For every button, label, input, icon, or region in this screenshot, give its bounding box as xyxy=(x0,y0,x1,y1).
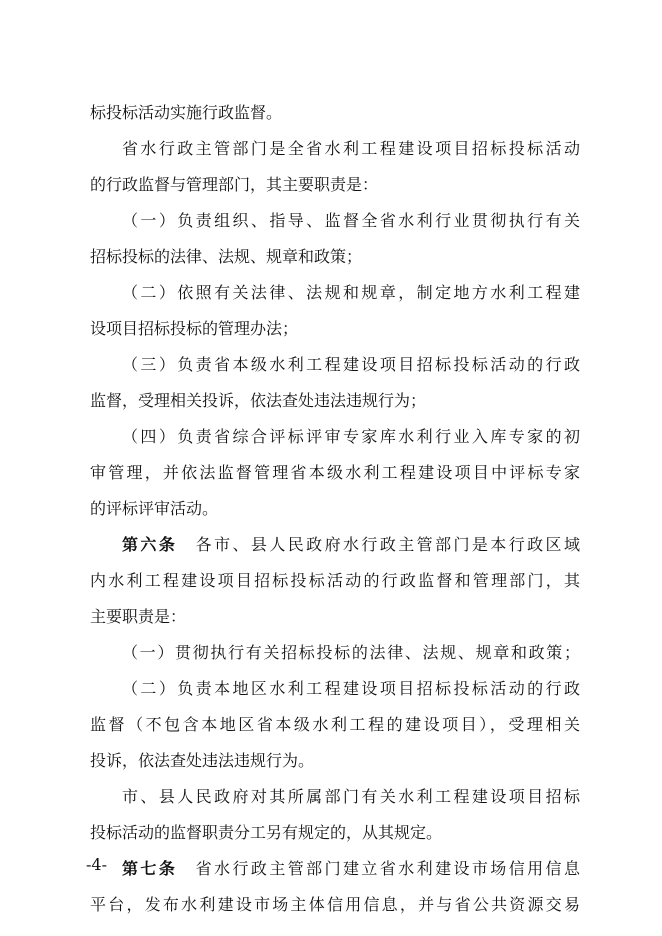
text-line xyxy=(90,527,580,563)
line-text: （一）负责组织、指导、监督全省水利行业贯彻执行有关 xyxy=(122,211,580,230)
text-line xyxy=(90,203,580,239)
text-line xyxy=(90,383,580,419)
line-text: （一）贯彻执行有关招标投标的法律、法规、规章和政策； xyxy=(122,643,580,662)
text-line xyxy=(90,599,580,635)
article-number: 第六条 xyxy=(122,535,178,554)
text-line xyxy=(90,275,580,311)
text-line xyxy=(90,491,580,527)
text-line xyxy=(90,419,580,455)
text-line xyxy=(90,635,580,671)
line-text: 的评标评审活动。 xyxy=(90,499,219,518)
line-text: 监督，受理相关投诉，依法查处违法违规行为； xyxy=(90,391,427,410)
text-line xyxy=(90,815,580,851)
page-number: -4- xyxy=(86,855,107,874)
text-line xyxy=(90,131,580,167)
text-line xyxy=(90,743,580,779)
text-line xyxy=(90,707,580,743)
line-text: （三）负责省本级水利工程建设项目招标投标活动的行政 xyxy=(122,355,580,374)
line-text: 省水行政主管部门是全省水利工程建设项目招标投标活动 xyxy=(122,139,580,158)
line-text: 市、县人民政府对其所属部门有关水利工程建设项目招标 xyxy=(122,787,580,806)
text-line xyxy=(90,671,580,707)
line-text: 设项目招标投标的管理办法； xyxy=(90,319,299,338)
line-text: 的行政监督与管理部门，其主要职责是： xyxy=(90,175,379,194)
article-number: 第七条 xyxy=(122,859,178,878)
text-line xyxy=(90,167,580,203)
text-line xyxy=(90,347,580,383)
text-line xyxy=(90,779,580,815)
line-text: 投标活动的监督职责分工另有规定的，从其规定。 xyxy=(90,823,443,842)
text-line xyxy=(90,851,580,887)
line-text: （二）依照有关法律、法规和规章，制定地方水利工程建 xyxy=(122,283,580,302)
line-text: 平台，发布水利建设市场主体信用信息，并与省公共资源交易 xyxy=(90,895,580,914)
text-line xyxy=(90,455,580,491)
text-line xyxy=(90,95,580,131)
line-text: 审管理，并依法监督管理省本级水利工程建设项目中评标专家 xyxy=(90,463,580,482)
line-text: 投诉，依法查处违法违规行为。 xyxy=(90,751,315,770)
line-text: 各市、县人民政府水行政主管部门是本行政区域 xyxy=(177,535,580,554)
text-line xyxy=(90,239,580,275)
line-text: （二）负责本地区水利工程建设项目招标投标活动的行政 xyxy=(122,679,580,698)
line-text: 主要职责是： xyxy=(90,607,187,626)
text-line xyxy=(90,887,580,923)
line-text: （四）负责省综合评标评审专家库水利行业入库专家的初 xyxy=(122,427,580,446)
line-text: 监督（不包含本地区省本级水利工程的建设项目），受理相关 xyxy=(90,715,580,734)
line-text: 内水利工程建设项目招标投标活动的行政监督和管理部门，其 xyxy=(90,571,580,590)
line-text: 标投标活动实施行政监督。 xyxy=(90,103,283,122)
line-text: 省水行政主管部门建立省水利建设市场信用信息 xyxy=(177,859,580,878)
line-text: 招标投标的法律、法规、规章和政策； xyxy=(90,247,363,266)
text-line xyxy=(90,563,580,599)
text-line xyxy=(90,311,580,347)
document-body xyxy=(90,95,580,923)
